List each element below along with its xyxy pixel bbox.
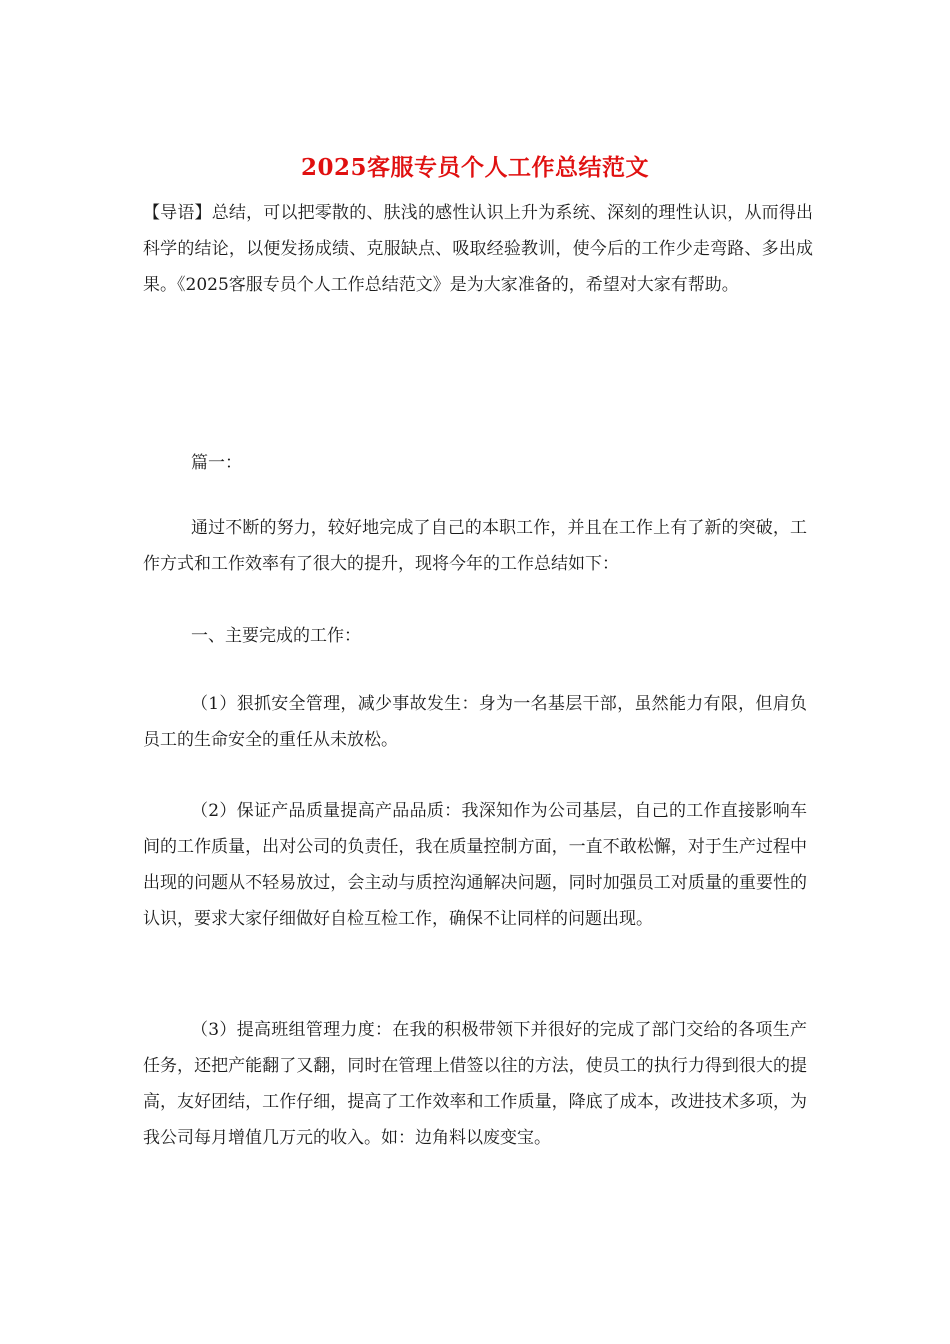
opening-paragraph: 通过不断的努力，较好地完成了自己的本职工作，并且在工作上有了新的突破，工作方式和工作效率有了很大的提升，现将今年的工作总结如下： xyxy=(143,518,807,574)
item-paragraph-3: （3）提高班组管理力度：在我的积极带领下并很好的完成了部门交给的各项生产任务，还把产能翻了又翻，同时在管理上借签以往的方法，使员工的执行力得到很大的提高，友好团结，工作仔细，提高了工作效率和工作质量，降底了成本，改进技术多项，为我公司每月增值几万元的收入。如：边角料以废变宝。 xyxy=(143,1020,807,1148)
item-paragraph-1: （1）狠抓安全管理，减少事故发生：身为一名基层干部，虽然能力有限，但肩负员工的生命安全的重任从未放松。 xyxy=(143,694,807,750)
item-paragraph-2: （2）保证产品质量提高产品品质：我深知作为公司基层，自己的工作直接影响车间的工作质量，出对公司的负责任，我在质量控制方面，一直不敢松懈，对于生产过程中出现的问题从不轻易放过，会主动与质控沟通解决问题，同时加强员工对质量的重要性的认识，要求大家仔细做好自检互检工作，确保不让同样的问题出现。 xyxy=(143,801,807,929)
document-title: 2025客服专员个人工作总结范文 xyxy=(300,154,649,181)
section-heading: 一、主要完成的工作： xyxy=(191,626,361,646)
intro-paragraph: 【导语】总结，可以把零散的、肤浅的感性认识上升为系统、深刻的理性认识，从而得出科学的结论，以便发扬成绩、克服缺点、吸取经验教训，使今后的工作少走弯路、多出成果。《2025客服专员个人工作总结范文》是为大家准备的，希望对大家有帮助。 xyxy=(143,203,813,295)
section-label: 篇一： xyxy=(191,453,242,473)
